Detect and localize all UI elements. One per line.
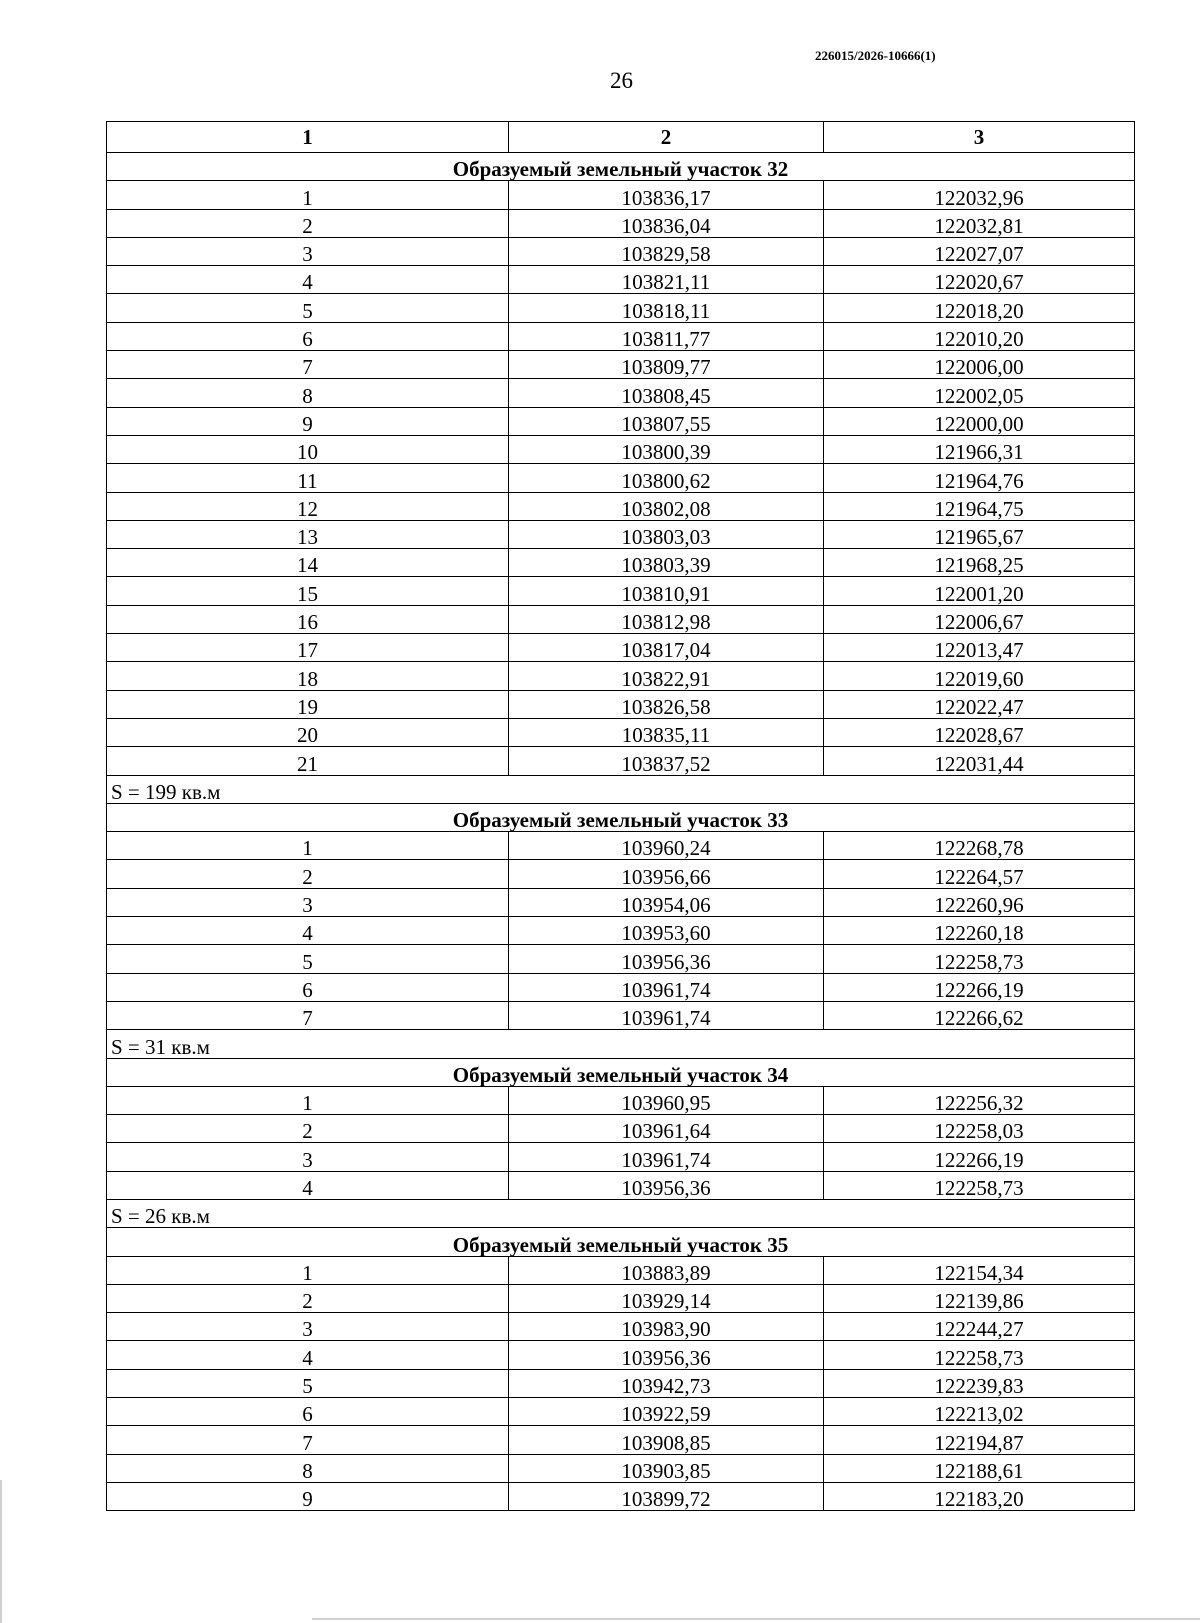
y-coordinate-cell: 122264,57 — [824, 860, 1135, 888]
point-number-cell: 1 — [107, 181, 509, 209]
table-row — [107, 322, 1135, 350]
table-row — [107, 435, 1135, 463]
table-row — [107, 1369, 1135, 1397]
x-coordinate-cell: 103811,77 — [509, 322, 824, 350]
section-title: Образуемый земельный участок 34 — [107, 1058, 1135, 1086]
table-row — [107, 605, 1135, 633]
y-coordinate-cell: 122260,96 — [824, 888, 1135, 916]
x-coordinate-cell: 103956,36 — [509, 1341, 824, 1369]
y-coordinate-cell: 122266,19 — [824, 973, 1135, 1001]
table-header-row — [107, 122, 1135, 153]
point-number-cell: 15 — [107, 577, 509, 605]
point-number-cell: 2 — [107, 209, 509, 237]
x-coordinate-cell: 103803,03 — [509, 520, 824, 548]
point-number-cell: 1 — [107, 1086, 509, 1114]
x-coordinate-cell: 103817,04 — [509, 634, 824, 662]
point-number-cell: 3 — [107, 1313, 509, 1341]
table-row — [107, 1454, 1135, 1482]
y-coordinate-cell: 122027,07 — [824, 237, 1135, 265]
y-coordinate-cell: 122018,20 — [824, 294, 1135, 322]
y-coordinate-cell: 122013,47 — [824, 634, 1135, 662]
y-coordinate-cell: 121966,31 — [824, 435, 1135, 463]
document-number: 226015/2026-10666(1) — [815, 48, 936, 63]
x-coordinate-cell: 103961,64 — [509, 1115, 824, 1143]
y-coordinate-cell: 122032,96 — [824, 181, 1135, 209]
column-header-1: 1 — [107, 122, 509, 153]
table-row — [107, 832, 1135, 860]
area-row — [107, 775, 1135, 803]
table-row — [107, 266, 1135, 294]
y-coordinate-cell: 122258,73 — [824, 945, 1135, 973]
table-row — [107, 888, 1135, 916]
table-row — [107, 237, 1135, 265]
table-row — [107, 860, 1135, 888]
table-row — [107, 1482, 1135, 1510]
x-coordinate-cell: 103800,62 — [509, 464, 824, 492]
x-coordinate-cell: 103809,77 — [509, 351, 824, 379]
area-value: S = 26 кв.м — [107, 1199, 1135, 1227]
point-number-cell: 5 — [107, 945, 509, 973]
y-coordinate-cell: 122266,62 — [824, 1001, 1135, 1029]
point-number-cell: 3 — [107, 888, 509, 916]
x-coordinate-cell: 103800,39 — [509, 435, 824, 463]
x-coordinate-cell: 103807,55 — [509, 407, 824, 435]
y-coordinate-cell: 122001,20 — [824, 577, 1135, 605]
y-coordinate-cell: 121968,25 — [824, 549, 1135, 577]
table-row — [107, 662, 1135, 690]
point-number-cell: 9 — [107, 407, 509, 435]
area-row — [107, 1030, 1135, 1058]
y-coordinate-cell: 122154,34 — [824, 1256, 1135, 1284]
x-coordinate-cell: 103954,06 — [509, 888, 824, 916]
y-coordinate-cell: 122000,00 — [824, 407, 1135, 435]
x-coordinate-cell: 103837,52 — [509, 747, 824, 775]
area-row — [107, 1199, 1135, 1227]
y-coordinate-cell: 122028,67 — [824, 718, 1135, 746]
y-coordinate-cell: 121965,67 — [824, 520, 1135, 548]
point-number-cell: 5 — [107, 294, 509, 322]
point-number-cell: 7 — [107, 1001, 509, 1029]
y-coordinate-cell: 122006,67 — [824, 605, 1135, 633]
point-number-cell: 4 — [107, 266, 509, 294]
table-row — [107, 181, 1135, 209]
area-value: S = 31 кв.м — [107, 1030, 1135, 1058]
point-number-cell: 11 — [107, 464, 509, 492]
table-row — [107, 464, 1135, 492]
point-number-cell: 6 — [107, 1398, 509, 1426]
column-header-2: 2 — [509, 122, 824, 153]
point-number-cell: 7 — [107, 1426, 509, 1454]
section-title-row — [107, 803, 1135, 831]
point-number-cell: 12 — [107, 492, 509, 520]
y-coordinate-cell: 122032,81 — [824, 209, 1135, 237]
table-row — [107, 1001, 1135, 1029]
x-coordinate-cell: 103829,58 — [509, 237, 824, 265]
y-coordinate-cell: 122260,18 — [824, 917, 1135, 945]
point-number-cell: 21 — [107, 747, 509, 775]
table-row — [107, 1115, 1135, 1143]
x-coordinate-cell: 103810,91 — [509, 577, 824, 605]
y-coordinate-cell: 122031,44 — [824, 747, 1135, 775]
point-number-cell: 3 — [107, 1143, 509, 1171]
x-coordinate-cell: 103960,24 — [509, 832, 824, 860]
table-row — [107, 1313, 1135, 1341]
area-value: S = 199 кв.м — [107, 775, 1135, 803]
x-coordinate-cell: 103942,73 — [509, 1369, 824, 1397]
column-header-3: 3 — [824, 122, 1135, 153]
point-number-cell: 8 — [107, 1454, 509, 1482]
y-coordinate-cell: 122139,86 — [824, 1284, 1135, 1312]
x-coordinate-cell: 103822,91 — [509, 662, 824, 690]
table-row — [107, 718, 1135, 746]
x-coordinate-cell: 103812,98 — [509, 605, 824, 633]
coordinates-table — [106, 121, 1135, 1511]
table-row — [107, 973, 1135, 1001]
y-coordinate-cell: 122020,67 — [824, 266, 1135, 294]
y-coordinate-cell: 122022,47 — [824, 690, 1135, 718]
y-coordinate-cell: 122258,03 — [824, 1115, 1135, 1143]
y-coordinate-cell: 122256,32 — [824, 1086, 1135, 1114]
point-number-cell: 2 — [107, 860, 509, 888]
x-coordinate-cell: 103836,17 — [509, 181, 824, 209]
x-coordinate-cell: 103961,74 — [509, 1001, 824, 1029]
table-row — [107, 577, 1135, 605]
table-row — [107, 634, 1135, 662]
x-coordinate-cell: 103803,39 — [509, 549, 824, 577]
table-row — [107, 407, 1135, 435]
x-coordinate-cell: 103956,36 — [509, 1171, 824, 1199]
table-row — [107, 1256, 1135, 1284]
table-row — [107, 492, 1135, 520]
y-coordinate-cell: 122006,00 — [824, 351, 1135, 379]
y-coordinate-cell: 122019,60 — [824, 662, 1135, 690]
section-title-row — [107, 1058, 1135, 1086]
x-coordinate-cell: 103836,04 — [509, 209, 824, 237]
x-coordinate-cell: 103956,36 — [509, 945, 824, 973]
point-number-cell: 1 — [107, 832, 509, 860]
y-coordinate-cell: 122258,73 — [824, 1171, 1135, 1199]
x-coordinate-cell: 103802,08 — [509, 492, 824, 520]
table-row — [107, 209, 1135, 237]
x-coordinate-cell: 103983,90 — [509, 1313, 824, 1341]
point-number-cell: 1 — [107, 1256, 509, 1284]
table-row — [107, 1341, 1135, 1369]
table-row — [107, 549, 1135, 577]
point-number-cell: 19 — [107, 690, 509, 718]
x-coordinate-cell: 103961,74 — [509, 1143, 824, 1171]
section-title-row — [107, 153, 1135, 181]
y-coordinate-cell: 122268,78 — [824, 832, 1135, 860]
point-number-cell: 17 — [107, 634, 509, 662]
point-number-cell: 4 — [107, 917, 509, 945]
x-coordinate-cell: 103899,72 — [509, 1482, 824, 1510]
table-row — [107, 690, 1135, 718]
scan-bottom-line — [312, 1618, 1200, 1620]
x-coordinate-cell: 103835,11 — [509, 718, 824, 746]
y-coordinate-cell: 121964,75 — [824, 492, 1135, 520]
table-row — [107, 520, 1135, 548]
table-body — [107, 153, 1135, 1511]
table-row — [107, 351, 1135, 379]
x-coordinate-cell: 103960,95 — [509, 1086, 824, 1114]
page-number: 26 — [610, 68, 633, 93]
x-coordinate-cell: 103922,59 — [509, 1398, 824, 1426]
table-row — [107, 1426, 1135, 1454]
x-coordinate-cell: 103956,66 — [509, 860, 824, 888]
y-coordinate-cell: 122188,61 — [824, 1454, 1135, 1482]
x-coordinate-cell: 103883,89 — [509, 1256, 824, 1284]
point-number-cell: 2 — [107, 1284, 509, 1312]
x-coordinate-cell: 103961,74 — [509, 973, 824, 1001]
section-title-row — [107, 1228, 1135, 1256]
x-coordinate-cell: 103908,85 — [509, 1426, 824, 1454]
y-coordinate-cell: 122183,20 — [824, 1482, 1135, 1510]
section-title: Образуемый земельный участок 32 — [107, 153, 1135, 181]
y-coordinate-cell: 122002,05 — [824, 379, 1135, 407]
point-number-cell: 2 — [107, 1115, 509, 1143]
point-number-cell: 20 — [107, 718, 509, 746]
point-number-cell: 18 — [107, 662, 509, 690]
y-coordinate-cell: 122258,73 — [824, 1341, 1135, 1369]
table-row — [107, 1143, 1135, 1171]
y-coordinate-cell: 122010,20 — [824, 322, 1135, 350]
table-row — [107, 945, 1135, 973]
y-coordinate-cell: 121964,76 — [824, 464, 1135, 492]
x-coordinate-cell: 103929,14 — [509, 1284, 824, 1312]
point-number-cell: 13 — [107, 520, 509, 548]
point-number-cell: 3 — [107, 237, 509, 265]
x-coordinate-cell: 103821,11 — [509, 266, 824, 294]
x-coordinate-cell: 103903,85 — [509, 1454, 824, 1482]
table-row — [107, 294, 1135, 322]
point-number-cell: 16 — [107, 605, 509, 633]
point-number-cell: 8 — [107, 379, 509, 407]
point-number-cell: 9 — [107, 1482, 509, 1510]
point-number-cell: 14 — [107, 549, 509, 577]
point-number-cell: 7 — [107, 351, 509, 379]
x-coordinate-cell: 103808,45 — [509, 379, 824, 407]
section-title: Образуемый земельный участок 33 — [107, 803, 1135, 831]
table-row — [107, 379, 1135, 407]
x-coordinate-cell: 103826,58 — [509, 690, 824, 718]
y-coordinate-cell: 122239,83 — [824, 1369, 1135, 1397]
y-coordinate-cell: 122194,87 — [824, 1426, 1135, 1454]
section-title: Образуемый земельный участок 35 — [107, 1228, 1135, 1256]
x-coordinate-cell: 103818,11 — [509, 294, 824, 322]
point-number-cell: 4 — [107, 1341, 509, 1369]
point-number-cell: 6 — [107, 322, 509, 350]
point-number-cell: 5 — [107, 1369, 509, 1397]
y-coordinate-cell: 122244,27 — [824, 1313, 1135, 1341]
point-number-cell: 10 — [107, 435, 509, 463]
point-number-cell: 6 — [107, 973, 509, 1001]
y-coordinate-cell: 122266,19 — [824, 1143, 1135, 1171]
table-row — [107, 1398, 1135, 1426]
table-row — [107, 1284, 1135, 1312]
scan-edge-mark — [0, 1480, 2, 1623]
table-row — [107, 747, 1135, 775]
table-row — [107, 1086, 1135, 1114]
y-coordinate-cell: 122213,02 — [824, 1398, 1135, 1426]
point-number-cell: 4 — [107, 1171, 509, 1199]
table-row — [107, 1171, 1135, 1199]
table-row — [107, 917, 1135, 945]
x-coordinate-cell: 103953,60 — [509, 917, 824, 945]
